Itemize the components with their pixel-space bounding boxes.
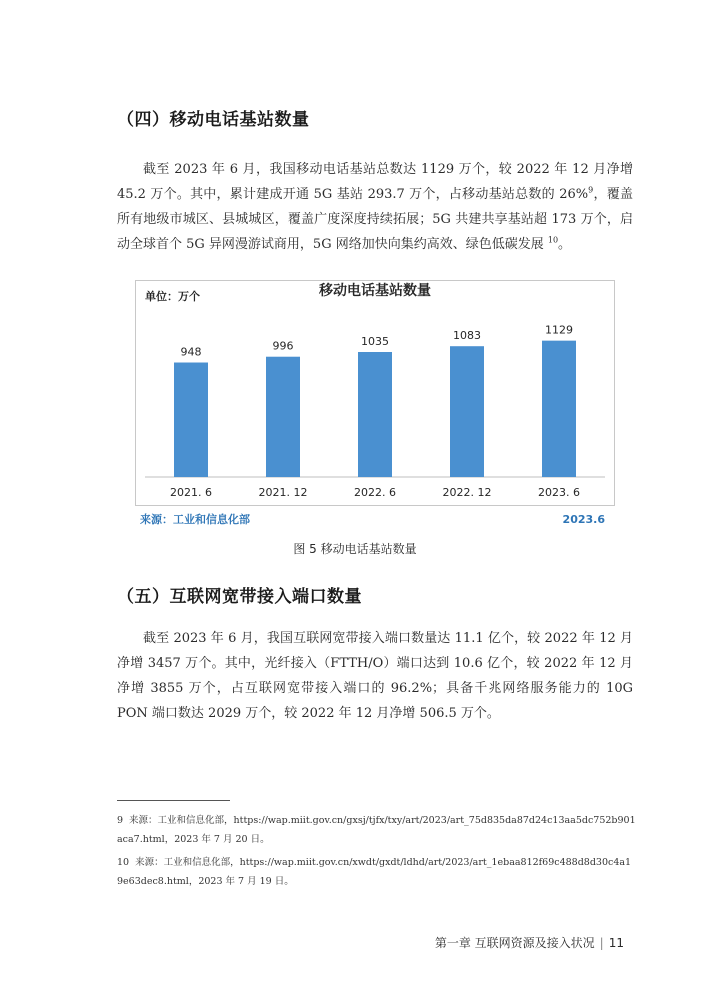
data-label-2: 1035: [361, 335, 389, 349]
footnote-9: [117, 811, 637, 849]
x-tick-label-1: 2021. 12: [258, 486, 308, 499]
section-4-heading: （四）移动电话基站数量: [117, 110, 310, 130]
footnote-divider: [117, 800, 230, 801]
chart-title: 移动电话基站数量: [319, 283, 431, 299]
section-4-paragraph: [117, 157, 633, 257]
x-tick-label-0: 2021. 6: [170, 486, 212, 499]
footnote-ref-9[interactable]: 9: [588, 185, 594, 195]
bar-3: [450, 346, 484, 477]
page-footer: [435, 934, 624, 951]
bar-0: [174, 363, 208, 477]
bar-4: [542, 341, 576, 477]
footnote-ref-10[interactable]: 10: [547, 235, 559, 245]
bar-1: [266, 357, 300, 477]
footnote-text: 来源：工业和信息化部，https://wap.miit.gov.cn/xwdt/gxdt/ldhd/art/2023/art_1ebaa812f69c488d8d30c4a19e63dec8.html，2023 年 7 月 19 日。: [117, 857, 632, 887]
data-label-0: 948: [180, 345, 202, 359]
data-label-4: 1129: [545, 323, 573, 337]
chart-source: 来源：工业和信息化部: [140, 513, 250, 526]
footer-chapter: 第一章 互联网资源及接入状况: [434, 936, 595, 950]
section-4-text-cont: ，覆盖所有地级市城区、县城城区，覆盖广度深度持续拓展；5G 共建共享基站超 173 万个，启动全球首个 5G 异网漫游试商用，5G 网络加快向集约高效、绿色低碳发展: [117, 187, 633, 252]
footnote-10: [117, 853, 637, 891]
bar-2: [358, 352, 392, 477]
footer-separator: |: [599, 936, 604, 950]
page-number: 11: [608, 936, 624, 950]
x-tick-label-2: 2022. 6: [354, 486, 396, 499]
chart-date-label: 2023.6: [562, 513, 605, 526]
base-station-chart: [135, 280, 615, 530]
x-tick-label-3: 2022. 12: [442, 486, 492, 499]
bar-chart-svg: [135, 280, 615, 530]
section-4-text: 截至 2023 年 6 月，我国移动电话基站总数达 1129 万个，较 2022 年 12 月净增 45.2 万个。其中，累计建成开通 5G 基站 293.7 万个，占移动基站总数的 26%: [117, 162, 633, 202]
figure-caption: 图 5 移动电话基站数量: [293, 542, 417, 556]
section-5-heading: （五）互联网宽带接入端口数量: [117, 587, 362, 607]
section-4-text-end: 。: [558, 237, 572, 252]
x-tick-label-4: 2023. 6: [538, 486, 580, 499]
data-label-1: 996: [272, 339, 294, 353]
chart-unit-label: 单位：万个: [145, 290, 200, 303]
data-label-3: 1083: [453, 329, 481, 343]
section-5-paragraph: 截至 2023 年 6 月，我国互联网宽带接入端口数量达 11.1 亿个，较 2022 年 12 月净增 3457 万个。其中，光纤接入（FTTH/O）端口达到 10.6 亿个，较 2022 年 12 月净增 3855 万个，占互联网宽带接入端口的 96.2%；具备千兆网络服务能力的 10G PON 端口数达 2029 万个，较 2022 年 12 月净增 506.5 万个。: [117, 631, 633, 721]
footnote-number: 10: [117, 857, 130, 868]
footnote-text: 来源：工业和信息化部，https://wap.miit.gov.cn/gxsj/tjfx/txy/art/2023/art_75d835da87d24c13aa5dc752b901aca7.html，2023 年 7 月 20 日。: [117, 815, 636, 845]
footnote-number: 9: [117, 815, 124, 826]
